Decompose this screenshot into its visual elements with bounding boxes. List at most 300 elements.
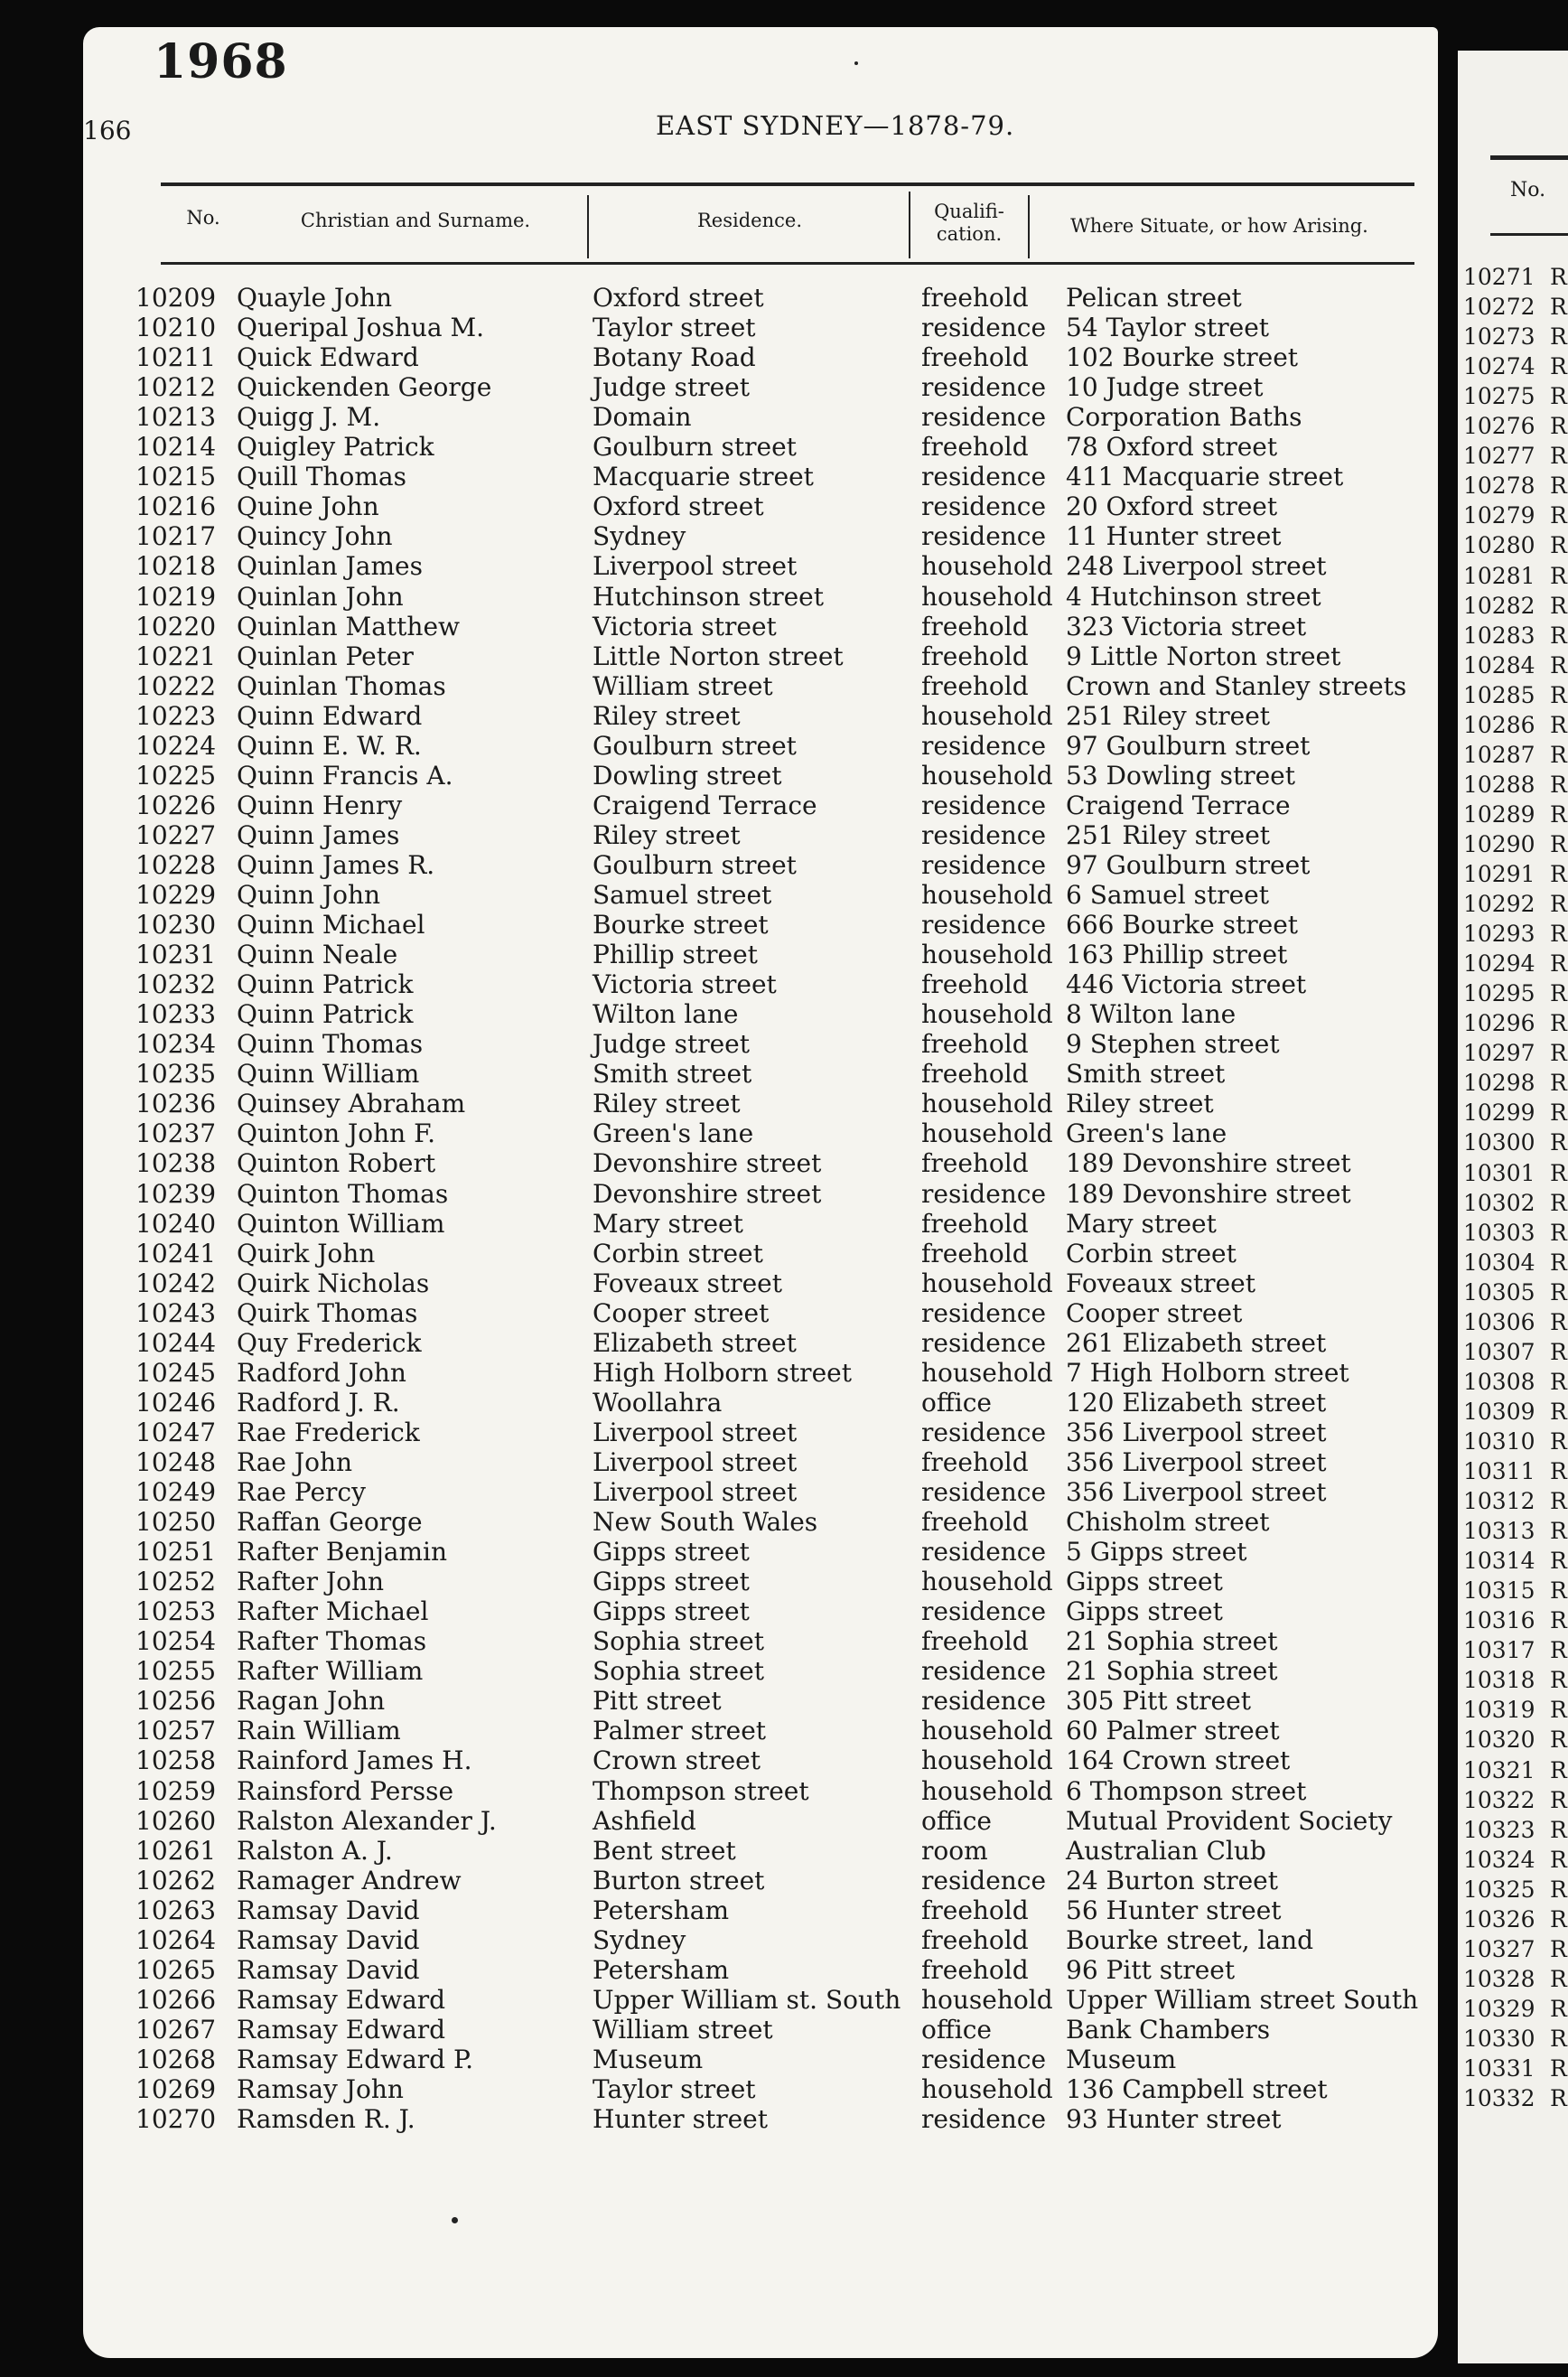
adjacent-entry-number: 10307	[1463, 1338, 1535, 1365]
table-row	[0, 1626, 1445, 1656]
entry-residence: Gipps street	[593, 1596, 750, 1627]
entry-residence: Little Norton street	[593, 641, 844, 671]
adjacent-entry-name-fragment: R	[1550, 1100, 1567, 1127]
entry-name: Rainsford Persse	[237, 1775, 454, 1806]
entry-name: Raffan George	[237, 1507, 423, 1538]
adjacent-entry-number: 10271	[1463, 264, 1535, 290]
table-row	[0, 1179, 1445, 1209]
adjacent-entry-number: 10322	[1463, 1786, 1535, 1813]
entry-residence: Green's lane	[593, 1118, 754, 1149]
adjacent-entry-number: 10323	[1463, 1816, 1535, 1843]
table-row	[0, 582, 1445, 612]
adjacent-entry-name-fragment: R	[1550, 1308, 1567, 1335]
table-row	[0, 1596, 1445, 1626]
ink-speck	[452, 2217, 458, 2223]
entry-name: Rae Frederick	[237, 1417, 420, 1447]
adjacent-entry-number: 10304	[1463, 1249, 1535, 1276]
entry-name: Quinlan Matthew	[237, 611, 460, 641]
table-row	[0, 491, 1445, 521]
entry-qualification: residence	[921, 1477, 1047, 1507]
entry-number: 10238	[135, 1148, 217, 1179]
adjacent-entry-number: 10272	[1463, 294, 1535, 321]
entry-number: 10261	[135, 1835, 217, 1866]
entry-qualification: residence	[921, 1537, 1047, 1568]
entry-number: 10227	[135, 819, 217, 850]
entry-residence: Oxford street	[593, 283, 764, 313]
entry-where-situate: 136 Campbell street	[1066, 2074, 1328, 2104]
table-row	[0, 1209, 1445, 1239]
adjacent-row	[1463, 351, 1567, 381]
entry-number: 10210	[135, 313, 217, 343]
entry-residence: Goulburn street	[593, 432, 797, 463]
adjacent-row	[1463, 1605, 1567, 1635]
table-row	[0, 1148, 1445, 1178]
entry-where-situate: Pelican street	[1066, 283, 1242, 313]
adjacent-entry-name-fragment: R	[1550, 1488, 1567, 1515]
adjacent-entry-number: 10308	[1463, 1368, 1535, 1395]
adjacent-row	[1463, 859, 1567, 889]
entry-residence: Riley street	[593, 819, 741, 850]
entry-where-situate: 163 Phillip street	[1066, 940, 1288, 970]
adjacent-row	[1463, 1964, 1567, 1994]
entry-number: 10226	[135, 790, 217, 820]
entry-name: Rafter Benjamin	[237, 1537, 447, 1568]
entry-qualification: room	[921, 1835, 988, 1866]
entry-number: 10259	[135, 1775, 217, 1806]
entry-qualification: freehold	[921, 1238, 1029, 1268]
table-row	[0, 1776, 1445, 1806]
entry-name: Rain William	[237, 1716, 401, 1746]
adjacent-row	[1463, 1845, 1567, 1875]
entry-qualification: residence	[921, 1417, 1047, 1447]
adjacent-row	[1463, 978, 1567, 1008]
adjacent-column-header: No.	[1510, 179, 1546, 201]
adjacent-entry-number: 10325	[1463, 1876, 1535, 1903]
entry-qualification: residence	[921, 521, 1047, 552]
entry-number: 10219	[135, 581, 217, 612]
entry-where-situate: 21 Sophia street	[1066, 1626, 1278, 1657]
entry-residence: Bent street	[593, 1835, 736, 1866]
entry-qualification: household	[921, 940, 1053, 970]
entry-qualification: residence	[921, 1327, 1047, 1358]
adjacent-entry-number: 10273	[1463, 323, 1535, 351]
adjacent-entry-number: 10276	[1463, 413, 1535, 440]
entry-name: Quinn Patrick	[237, 999, 414, 1030]
entry-qualification: residence	[921, 910, 1047, 941]
entry-where-situate: 666 Bourke street	[1066, 910, 1299, 941]
entry-residence: Woollahra	[593, 1387, 723, 1418]
entry-qualification: freehold	[921, 1029, 1029, 1060]
adjacent-entry-number: 10298	[1463, 1070, 1535, 1097]
adjacent-row	[1463, 1456, 1567, 1486]
adjacent-row	[1463, 1128, 1567, 1157]
entry-qualification: residence	[921, 849, 1047, 880]
entry-name: Ragan John	[237, 1686, 386, 1717]
entry-residence: Victoria street	[593, 969, 777, 1000]
adjacent-entry-number: 10296	[1463, 1010, 1535, 1037]
adjacent-entry-number: 10330	[1463, 2025, 1535, 2052]
entry-where-situate: Cooper street	[1066, 1297, 1243, 1328]
entry-residence: Victoria street	[593, 611, 777, 641]
entry-number: 10245	[135, 1357, 217, 1388]
entry-where-situate: 11 Hunter street	[1066, 521, 1282, 552]
adjacent-entry-number: 10317	[1463, 1637, 1535, 1664]
table-row	[0, 1447, 1445, 1477]
entry-where-situate: Craigend Terrace	[1066, 790, 1291, 820]
adjacent-entry-name-fragment: R	[1550, 800, 1567, 828]
entry-where-situate: Smith street	[1066, 1059, 1226, 1090]
table-row	[0, 1418, 1445, 1447]
entry-qualification: household	[921, 2074, 1053, 2104]
adjacent-entry-number: 10284	[1463, 651, 1535, 678]
adjacent-entry-name-fragment: R	[1550, 1070, 1567, 1097]
adjacent-entry-name-fragment: R	[1550, 1697, 1567, 1724]
entry-where-situate: 356 Liverpool street	[1066, 1446, 1327, 1477]
entry-residence: Hutchinson street	[593, 581, 824, 612]
entry-number: 10233	[135, 999, 217, 1030]
adjacent-entry-number: 10278	[1463, 473, 1535, 500]
adjacent-row	[1463, 1188, 1567, 1218]
entry-qualification: household	[921, 1089, 1053, 1119]
table-row	[0, 1029, 1445, 1059]
table-row	[0, 1567, 1445, 1596]
adjacent-entry-number: 10303	[1463, 1219, 1535, 1246]
entry-residence: Petersham	[593, 1895, 730, 1925]
entry-qualification: freehold	[921, 641, 1029, 671]
entry-number: 10215	[135, 462, 217, 492]
adjacent-row	[1463, 1427, 1567, 1456]
entry-residence: Corbin street	[593, 1238, 763, 1268]
entry-residence: Ashfield	[593, 1805, 696, 1836]
entry-name: Quinsey Abraham	[237, 1089, 466, 1119]
entry-qualification: residence	[921, 819, 1047, 850]
entry-name: Quinn John	[237, 880, 381, 910]
adjacent-row	[1463, 1158, 1567, 1188]
entry-where-situate: 9 Little Norton street	[1066, 641, 1341, 671]
entry-name: Ramsay Edward P.	[237, 2044, 474, 2074]
adjacent-entry-name-fragment: R	[1550, 2085, 1567, 2112]
adjacent-row	[1463, 1337, 1567, 1367]
entry-residence: New South Wales	[593, 1507, 818, 1538]
table-row	[0, 969, 1445, 999]
entry-number: 10242	[135, 1268, 217, 1298]
entry-qualification: freehold	[921, 1208, 1029, 1239]
adjacent-row	[1463, 1785, 1567, 1815]
entry-residence: Palmer street	[593, 1716, 767, 1746]
adjacent-entry-number: 10277	[1463, 443, 1535, 470]
entry-qualification: freehold	[921, 1626, 1029, 1657]
adjacent-row	[1463, 1038, 1567, 1068]
adjacent-entry-name-fragment: R	[1550, 1159, 1567, 1186]
entry-qualification: residence	[921, 1178, 1047, 1209]
entry-qualification: household	[921, 880, 1053, 910]
adjacent-row	[1463, 1546, 1567, 1576]
entry-residence: Thompson street	[593, 1775, 809, 1806]
table-row	[0, 1239, 1445, 1268]
table-row	[0, 999, 1445, 1029]
entry-qualification: residence	[921, 462, 1047, 492]
entry-number: 10268	[135, 2044, 217, 2074]
table-row	[0, 1866, 1445, 1895]
adjacent-entry-number: 10281	[1463, 562, 1535, 589]
adjacent-entry-name-fragment: R	[1550, 1816, 1567, 1843]
adjacent-entry-number: 10285	[1463, 681, 1535, 708]
entry-where-situate: 6 Thompson street	[1066, 1775, 1307, 1806]
adjacent-entry-name-fragment: R	[1550, 1637, 1567, 1664]
adjacent-row	[1463, 2024, 1567, 2054]
entry-residence: Botany Road	[593, 342, 756, 373]
entry-qualification: office	[921, 1387, 992, 1418]
table-row	[0, 313, 1445, 342]
entry-qualification: residence	[921, 491, 1047, 522]
entry-name: Quigg J. M.	[237, 402, 381, 433]
entry-number: 10262	[135, 1865, 217, 1895]
header-rule-top	[161, 182, 1414, 186]
entry-qualification: office	[921, 2014, 992, 2045]
entry-where-situate: 78 Oxford street	[1066, 432, 1278, 463]
adjacent-row	[1463, 1994, 1567, 2024]
adjacent-row	[1463, 740, 1567, 770]
column-header-name: Christian and Surname.	[300, 210, 531, 231]
adjacent-entry-name-fragment: R	[1550, 891, 1567, 918]
entry-name: Ramsay John	[237, 2074, 404, 2104]
adjacent-entry-name-fragment: R	[1550, 1249, 1567, 1276]
entry-qualification: household	[921, 1716, 1053, 1746]
table-row	[0, 432, 1445, 462]
table-row	[0, 2015, 1445, 2045]
adjacent-row	[1463, 1008, 1567, 1038]
adjacent-entry-number: 10279	[1463, 502, 1535, 529]
entry-name: Quirk Thomas	[237, 1297, 418, 1328]
adjacent-entry-name-fragment: R	[1550, 830, 1567, 857]
entry-name: Quinn William	[237, 1059, 420, 1090]
entry-where-situate: 10 Judge street	[1066, 372, 1264, 403]
entry-qualification: freehold	[921, 1148, 1029, 1179]
entry-name: Quinn Neale	[237, 940, 398, 970]
entry-where-situate: Australian Club	[1066, 1835, 1266, 1866]
entry-residence: Liverpool street	[593, 1477, 798, 1507]
entry-residence: Domain	[593, 402, 692, 433]
entry-name: Quinn Francis A.	[237, 760, 453, 791]
entry-residence: Craigend Terrace	[593, 790, 817, 820]
table-row	[0, 1955, 1445, 1985]
adjacent-entry-name-fragment: R	[1550, 264, 1567, 290]
adjacent-entry-number: 10288	[1463, 771, 1535, 798]
entry-where-situate: Crown and Stanley streets	[1066, 670, 1407, 701]
adjacent-row	[1463, 1815, 1567, 1845]
entry-residence: Liverpool street	[593, 1446, 798, 1477]
entry-where-situate: Corporation Baths	[1066, 402, 1302, 433]
entry-number: 10230	[135, 910, 217, 941]
adjacent-entry-name-fragment: R	[1550, 651, 1567, 678]
entry-qualification: freehold	[921, 432, 1029, 463]
adjacent-entry-number: 10283	[1463, 622, 1535, 649]
entry-name: Quinlan Thomas	[237, 670, 446, 701]
adjacent-row	[1463, 770, 1567, 800]
adjacent-row	[1463, 591, 1567, 621]
adjacent-row	[1463, 1725, 1567, 1755]
entry-name: Quinton John F.	[237, 1118, 436, 1149]
adjacent-entry-number: 10301	[1463, 1159, 1535, 1186]
adjacent-row	[1463, 1367, 1567, 1397]
adjacent-entry-number: 10291	[1463, 861, 1535, 887]
adjacent-entry-number: 10331	[1463, 2055, 1535, 2082]
entry-where-situate: 261 Elizabeth street	[1066, 1327, 1327, 1358]
adjacent-entry-number: 10326	[1463, 1905, 1535, 1932]
table-row	[0, 372, 1445, 402]
entry-number: 10251	[135, 1537, 217, 1568]
entry-name: Ramsay Edward	[237, 2014, 446, 2045]
table-row	[0, 761, 1445, 791]
entry-number: 10241	[135, 1238, 217, 1268]
adjacent-entry-number: 10299	[1463, 1100, 1535, 1127]
entry-where-situate: 9 Stephen street	[1066, 1029, 1280, 1060]
entry-number: 10216	[135, 491, 217, 522]
entry-number: 10247	[135, 1417, 217, 1447]
column-header-residence: Residence.	[697, 210, 802, 231]
entry-name: Ramsay David	[237, 1954, 420, 1985]
table-row	[0, 283, 1445, 313]
entry-residence: Hunter street	[593, 2104, 768, 2135]
header-rule-bottom	[161, 262, 1414, 265]
adjacent-entry-name-fragment: R	[1550, 562, 1567, 589]
entry-number: 10212	[135, 372, 217, 403]
entry-residence: Museum	[593, 2044, 704, 2074]
entry-name: Quinton William	[237, 1208, 445, 1239]
adjacent-entry-number: 10312	[1463, 1488, 1535, 1515]
adjacent-entry-name-fragment: R	[1550, 323, 1567, 351]
entry-number: 10246	[135, 1387, 217, 1418]
table-row	[0, 731, 1445, 761]
adjacent-entry-name-fragment: R	[1550, 294, 1567, 321]
entry-residence: Goulburn street	[593, 730, 797, 761]
table-row	[0, 1836, 1445, 1866]
adjacent-entry-number: 10305	[1463, 1278, 1535, 1305]
table-row	[0, 1745, 1445, 1775]
adjacent-row	[1463, 800, 1567, 829]
adjacent-row	[1463, 501, 1567, 530]
table-row	[0, 641, 1445, 671]
entry-number: 10248	[135, 1446, 217, 1477]
adjacent-entry-number: 10320	[1463, 1727, 1535, 1754]
adjacent-row	[1463, 1695, 1567, 1725]
adjacent-row	[1463, 322, 1567, 351]
table-row	[0, 880, 1445, 910]
entry-qualification: household	[921, 999, 1053, 1030]
entry-residence: Sophia street	[593, 1626, 764, 1657]
table-row	[0, 850, 1445, 880]
adjacent-entry-name-fragment: R	[1550, 1368, 1567, 1395]
adjacent-entry-name-fragment: R	[1550, 473, 1567, 500]
entry-qualification: residence	[921, 1686, 1047, 1717]
table-row	[0, 521, 1445, 551]
adjacent-entry-number: 10295	[1463, 980, 1535, 1007]
entry-residence: Sophia street	[593, 1656, 764, 1687]
entry-number: 10211	[135, 342, 217, 373]
entry-where-situate: Bank Chambers	[1066, 2014, 1271, 2045]
entry-name: Quill Thomas	[237, 462, 406, 492]
table-row	[0, 1388, 1445, 1418]
entry-where-situate: 189 Devonshire street	[1066, 1178, 1351, 1209]
adjacent-row	[1463, 1277, 1567, 1307]
entry-where-situate: 323 Victoria street	[1066, 611, 1307, 641]
entry-where-situate: Chisholm street	[1066, 1507, 1270, 1538]
entry-where-situate: 248 Liverpool street	[1066, 551, 1327, 582]
adjacent-row	[1463, 650, 1567, 680]
entry-where-situate: 305 Pitt street	[1066, 1686, 1251, 1717]
table-row	[0, 612, 1445, 641]
entry-number: 10214	[135, 432, 217, 463]
entry-qualification: residence	[921, 790, 1047, 820]
entry-name: Radford John	[237, 1357, 406, 1388]
table-row	[0, 1089, 1445, 1118]
entry-where-situate: 5 Gipps street	[1066, 1537, 1247, 1568]
entry-qualification: freehold	[921, 283, 1029, 313]
entry-number: 10253	[135, 1596, 217, 1627]
entry-residence: Oxford street	[593, 491, 764, 522]
adjacent-entry-name-fragment: R	[1550, 1548, 1567, 1575]
adjacent-row	[1463, 441, 1567, 471]
entry-residence: Dowling street	[593, 760, 782, 791]
entry-qualification: residence	[921, 1297, 1047, 1328]
adjacent-entry-number: 10310	[1463, 1427, 1535, 1455]
table-row	[0, 671, 1445, 701]
entry-qualification: household	[921, 551, 1053, 582]
adjacent-row	[1463, 889, 1567, 919]
entry-residence: Judge street	[593, 1029, 750, 1060]
adjacent-row	[1463, 829, 1567, 859]
entry-number: 10250	[135, 1507, 217, 1538]
adjacent-entry-name-fragment: R	[1550, 1965, 1567, 1992]
entry-name: Quine John	[237, 491, 379, 522]
entry-qualification: freehold	[921, 1507, 1029, 1538]
table-row	[0, 1895, 1445, 1925]
entry-residence: Upper William st. South	[593, 1984, 901, 2015]
entry-name: Quirk John	[237, 1238, 376, 1268]
adjacent-entry-name-fragment: R	[1550, 1756, 1567, 1783]
entry-residence: Foveaux street	[593, 1268, 782, 1298]
adjacent-entry-number: 10293	[1463, 921, 1535, 948]
adjacent-entry-number: 10300	[1463, 1129, 1535, 1156]
entry-number: 10217	[135, 521, 217, 552]
page-number: 166	[83, 116, 132, 145]
adjacent-row	[1463, 1068, 1567, 1098]
entry-name: Ralston A. J.	[237, 1835, 393, 1866]
adjacent-row	[1463, 1755, 1567, 1785]
entry-number: 10218	[135, 551, 217, 582]
adjacent-row	[1463, 710, 1567, 740]
entry-qualification: residence	[921, 402, 1047, 433]
entry-qualification: freehold	[921, 1059, 1029, 1090]
entry-number: 10213	[135, 402, 217, 433]
entry-where-situate: 56 Hunter street	[1066, 1895, 1282, 1925]
entry-residence: Wilton lane	[593, 999, 739, 1030]
adjacent-entry-name-fragment: R	[1550, 622, 1567, 649]
entry-where-situate: 6 Samuel street	[1066, 880, 1269, 910]
entry-qualification: household	[921, 760, 1053, 791]
adjacent-row	[1463, 680, 1567, 710]
adjacent-entry-name-fragment: R	[1550, 861, 1567, 887]
entry-name: Radford J. R.	[237, 1387, 400, 1418]
entry-number: 10256	[135, 1686, 217, 1717]
adjacent-entry-number: 10324	[1463, 1846, 1535, 1873]
adjacent-entry-name-fragment: R	[1550, 741, 1567, 768]
entry-number: 10209	[135, 283, 217, 313]
entry-number: 10249	[135, 1477, 217, 1507]
entry-where-situate: 24 Burton street	[1066, 1865, 1278, 1895]
entry-qualification: freehold	[921, 342, 1029, 373]
entry-name: Ralston Alexander J.	[237, 1805, 497, 1836]
